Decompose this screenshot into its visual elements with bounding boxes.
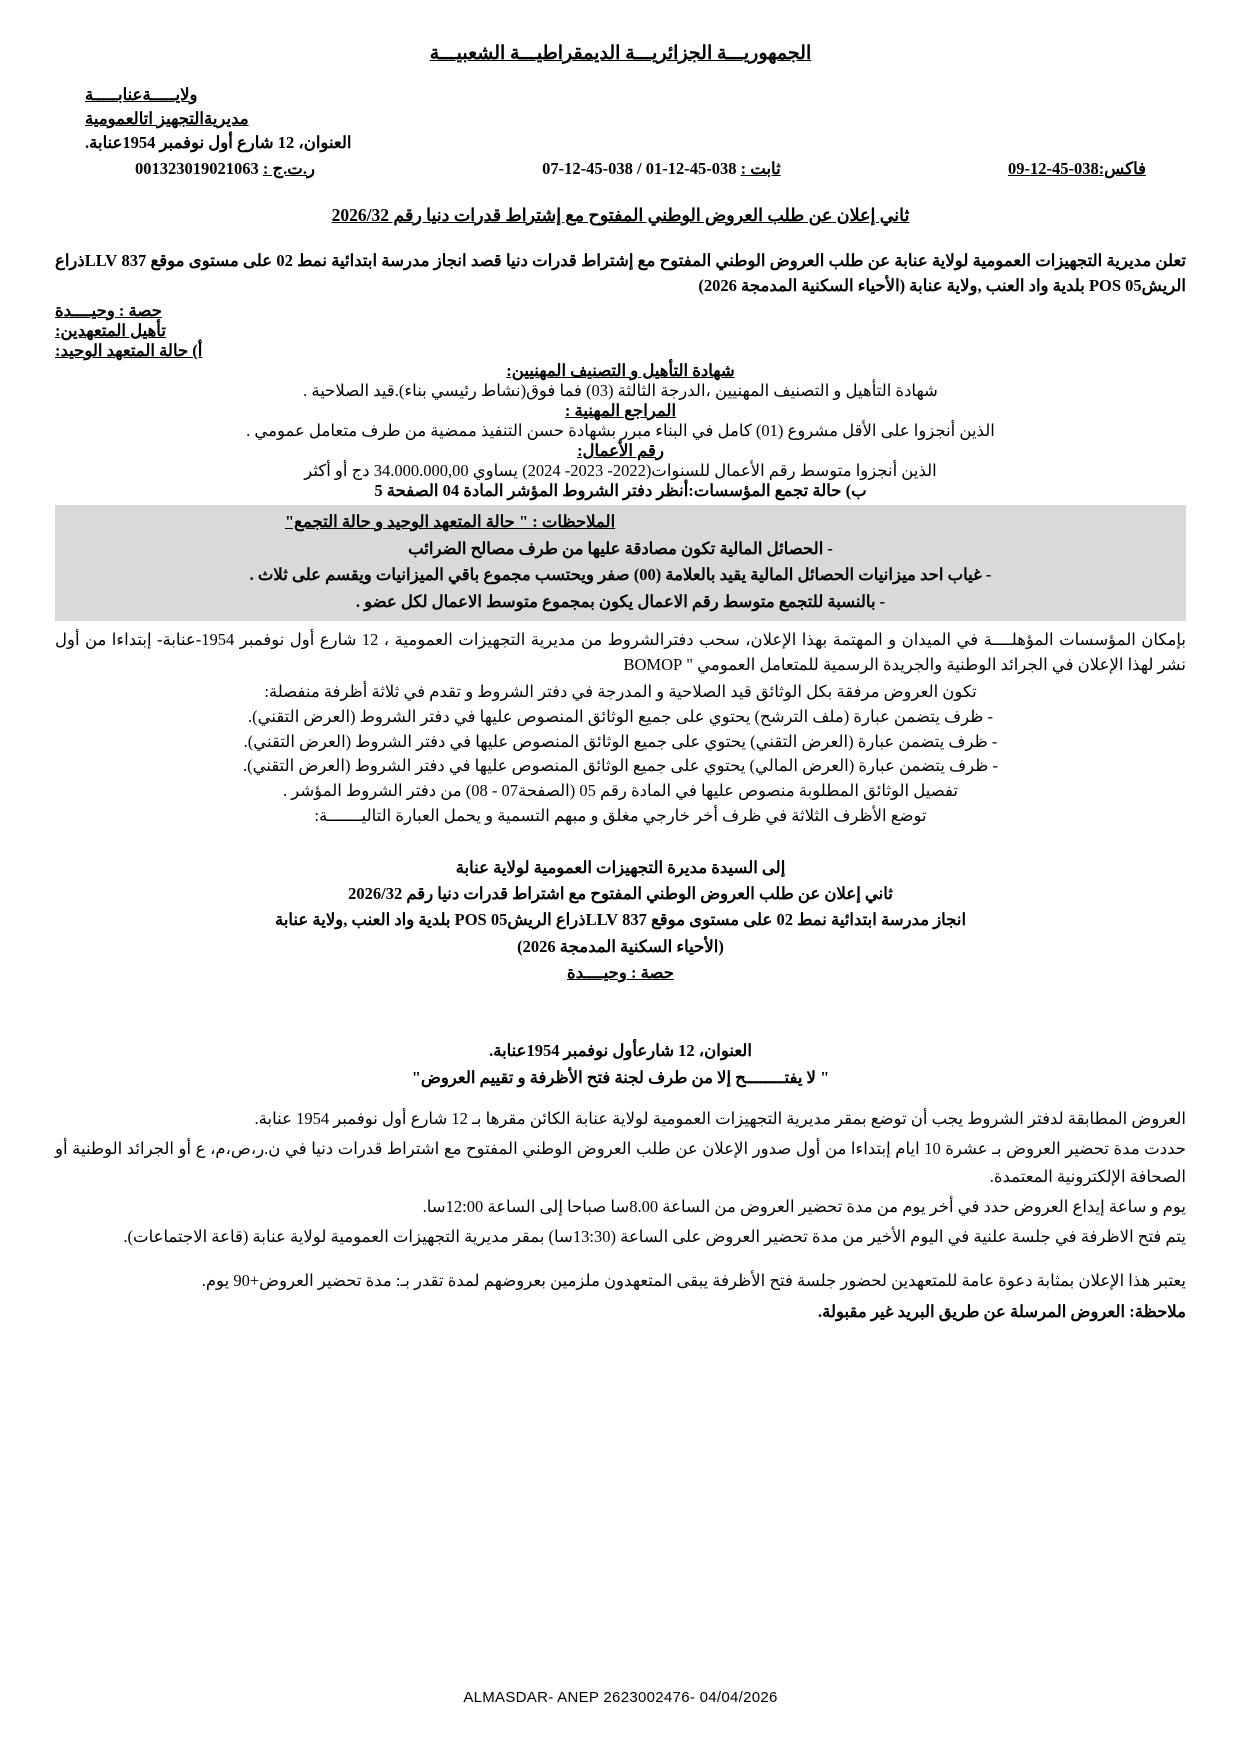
qualification-heading: تأهيل المتعهدين: <box>55 320 166 340</box>
professional-references-heading: المراجع المهنية : <box>564 400 677 420</box>
professional-references-text: الذين أنجزوا على الأقل مشروع (01) كامل في البناء مبرر بشهادة حسن التنفيذ ممضية من طرف متعامل عمومي . <box>246 420 995 440</box>
fax-label: فاكس: <box>1098 158 1146 178</box>
republic-heading: الجمهوريـــة الجزائريـــة الديمقراطيـــة الشعبيـــة <box>429 43 812 64</box>
closing-conditions <box>55 1105 1186 1325</box>
envelope-item: - ظرف يتضمن عبارة (ملف الترشح) يحتوي على جميع الوثائق المنصوص عليها في دفتر الشروط (العرض التقني). <box>247 706 993 726</box>
recipient-line: (الأحياء السكنية المدمجة 2026) <box>517 936 724 956</box>
case-single-bidder-heading: أ) حالة المتعهد الوحيد: <box>55 340 203 360</box>
intro-paragraph: تعلن مديرية التجهيزات العمومية لولاية عنابة عن طلب العروض الوطني المفتوح مع إشتراط قدرات دنيا قصد انجاز مدرسة ابتدائية نمط 02 على مستوى موقع 837 LLVذراع الريشPOS 05 بلدية واد العنب ,ولاية عنابة (الأحياء السكنية المدمجة 2026) <box>55 250 1187 296</box>
registry-number <box>135 159 315 179</box>
certificate-heading: شهادة التأهيل و التصنيف المهنيين: <box>506 360 735 380</box>
closing-paragraph: حددت مدة تحضير العروض بـ عشرة 10 ايام إبتداءا من أول صدور الإعلان عن طلب العروض الوطني المفتوح مع اشتراط قدرات دنيا في ن.ر،ص،م، ع أو الجرائد الوطنية أو الصحافة الإلكترونية المعتمدة. <box>55 1139 1186 1186</box>
wilaya-label: ولايـــــةعنابـــــة <box>85 85 198 104</box>
notes-item: - الحصائل المالية تكون مصادقة عليها من طرف مصالح الضرائب <box>408 538 833 558</box>
envelopes-detail: تفصيل الوثائق المطلوبة منصوص عليها في المادة رقم 05 (الصفحة07 - 08) من دفتر الشروط المؤشر . <box>283 781 958 801</box>
recipient-line: إلى السيدة مديرة التجهيزات العمومية لولاية عنابة <box>455 857 786 877</box>
case-grouping-text: ب) حالة تجمع المؤسسات:أنظر دفتر الشروط المؤشر المادة 04 الصفحة 5 <box>374 480 867 500</box>
phone-label: ثابت : <box>740 158 781 178</box>
lot-line: حصة : وحيــــدة <box>55 300 162 320</box>
recipient-lot: حصة : وحيــــدة <box>567 963 674 983</box>
notes-block <box>55 505 1186 621</box>
sealed-envelope-block <box>55 1038 1186 1091</box>
closing-paragraph: يعتبر هذا الإعلان بمثابة دعوة عامة للمتعهدين لحضور جلسة فتح الأظرفة يبقى المتعهدون ملزمين بعروضهم لمدة تقدر بـ: مدة تحضير العروض+90 يوم. <box>201 1271 1186 1291</box>
closing-paragraph: يوم و ساعة إيداع العروض حدد في أخر يوم من مدة تحضير العروض من الساعة 8.00سا صباحا إلى الساعة 12:00سا. <box>422 1196 1186 1216</box>
registry-label: ر.ت.ج : <box>262 158 315 178</box>
sealed-notice: " لا يفتــــــــح إلا من طرف لجنة فتح الأظرفة و تقييم العروض" <box>411 1067 830 1087</box>
organisation-block <box>55 83 1186 155</box>
notes-item: - غياب احد ميزانيات الحصائل المالية يقيد بالعلامة (00) صفر ويحتسب مجموع باقي الميزانيات ويقسم على ثلاث . <box>249 565 992 585</box>
phone-value: 038-45-12-01 / 038-45-12-07 <box>542 158 737 178</box>
page-title: ثاني إعلان عن طلب العروض الوطني المفتوح مع إشتراط قدرات دنيا رقم 2026/32 <box>331 204 910 225</box>
envelopes-closing: توضع الأظرف الثلاثة في ظرف أخر خارجي مغلق و مبهم التسمية و يحمل العبارة التاليـــــــة: <box>314 805 927 825</box>
directorate-label: مديريةالتجهيز اتالعمومية <box>85 108 249 128</box>
certificate-text: شهادة التأهيل و التصنيف المهنيين ،الدرجة الثالثة (03) فما فوق(نشاط رئيسي بناء).قيد الصلاحية . <box>303 380 938 400</box>
recipient-line: ثاني إعلان عن طلب العروض الوطني المفتوح مع اشتراط قدرات دنيا رقم 2026/32 <box>348 883 893 903</box>
registry-value: 001323019021063 <box>135 158 259 178</box>
recipient-block <box>55 855 1186 987</box>
notes-item: - بالنسبة للتجمع متوسط رقم الاعمال يكون بمجموع متوسط الاعمال لكل عضو . <box>355 592 886 612</box>
closing-paragraph: يتم فتح الاظرفة في جلسة علنية في اليوم الأخير من مدة تحضير العروض على الساعة (13:30سا) بمقر مديرية التجهيزات العمومية لولاية عنابة (قاعة الاجتماعات). <box>123 1227 1186 1247</box>
envelopes-intro: تكون العروض مرفقة بكل الوثائق قيد الصلاحية و المدرجة في دفتر الشروط و تقدم في ثلاثة أظرفة منفصلة: <box>264 682 977 702</box>
envelope-item: - ظرف يتضمن عبارة (العرض المالي) يحتوي على جميع الوثائق المنصوص عليها في دفتر الشروط (العرض التقني). <box>242 756 999 776</box>
closing-paragraph: العروض المطابقة لدفتر الشروط يجب أن توضع بمقر مديرية التجهيزات العمومية لولاية عنابة الكائن مقرها بـ 12 شارع أول نوفمبر 1954 عنابة. <box>254 1109 1186 1129</box>
phone-number <box>542 159 781 179</box>
turnover-text: الذين أنجزوا متوسط رقم الأعمال للسنوات(2022- 2023- 2024) يساوي 34.000.000,00 دج أو أكثر <box>304 460 937 480</box>
envelope-item: - ظرف يتضمن عبارة (العرض التقني) يحتوي على جميع الوثائق المنصوص عليها في دفتر الشروط (العرض التقني). <box>243 731 998 751</box>
closing-note: ملاحظة: العروض المرسلة عن طريق البريد غير مقبولة. <box>818 1301 1186 1321</box>
contact-row <box>55 159 1186 179</box>
office-address: العنوان، 12 شارع أول نوفمبر 1954عنابة. <box>85 132 352 152</box>
sealed-address: العنوان، 12 شارعأول نوفمبر 1954عنابة. <box>489 1041 752 1061</box>
notes-heading: الملاحظات : " حالة المتعهد الوحيد و حالة التجمع" <box>285 511 616 531</box>
fax-value: 038-45-12-09 <box>1007 158 1099 178</box>
fax-number <box>1008 159 1146 179</box>
recipient-line: انجاز مدرسة ابتدائية نمط 02 على مستوى موقع 837 LLVذراع الريشPOS 05 بلدية واد العنب ,ولاية عنابة <box>274 910 967 930</box>
footer-reference: ALMASDAR- ANEP 2623002476- 04/04/2026 <box>463 1689 778 1706</box>
withdrawal-paragraph: بإمكان المؤسسات المؤهلــــة في الميدان و المهتمة بهذا الإعلان، سحب دفترالشروط من مديرية التجهيزات العمومية ، 12 شارع أول نوفمبر 1954-عنابة- إبتداءا من أول نشر لهذا الإعلان في الجرائد الوطنية والجريدة الرسمية للمتعامل العمومي " BOMOP <box>55 629 1186 675</box>
turnover-heading: رقم الأعمال: <box>577 440 664 460</box>
